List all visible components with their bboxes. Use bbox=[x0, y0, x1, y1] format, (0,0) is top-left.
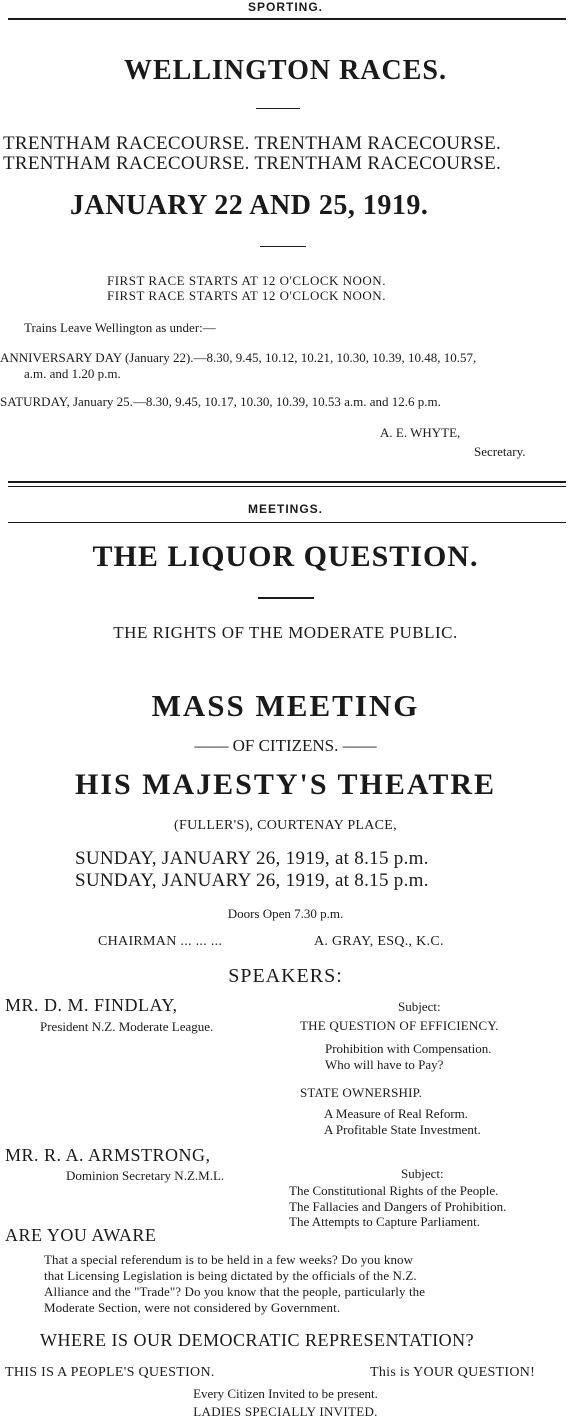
speaker2-topic-line: The Attempts to Capture Parliament. bbox=[289, 1214, 480, 1229]
speaker1-subject-label: Subject: bbox=[398, 999, 441, 1014]
divider bbox=[8, 522, 566, 523]
chairman-label: CHAIRMAN ... ... ... bbox=[98, 934, 223, 949]
speaker1-topic1-line: Who will have to Pay? bbox=[325, 1057, 444, 1072]
meeting-subtitle: THE RIGHTS OF THE MODERATE PUBLIC. bbox=[113, 623, 458, 642]
citizen-invite: Every Citizen Invited to be present. bbox=[193, 1386, 378, 1401]
first-race-line: FIRST RACE STARTS AT 12 O'CLOCK NOON. bbox=[107, 288, 386, 303]
meetings-section-label: MEETINGS. bbox=[247, 502, 323, 516]
ladies-invite: LADIES SPECIALLY INVITED. bbox=[193, 1404, 378, 1419]
democratic-representation: WHERE IS OUR DEMOCRATIC REPRESENTATION? bbox=[40, 1330, 475, 1350]
doors-open: Doors Open 7.30 p.m. bbox=[227, 906, 344, 921]
divider bbox=[8, 486, 566, 487]
speakers-heading: SPEAKERS: bbox=[228, 965, 343, 987]
anniversary-times-cont: a.m. and 1.20 p.m. bbox=[24, 366, 121, 381]
theatre-name: HIS MAJESTY'S THEATRE bbox=[75, 768, 496, 801]
saturday-times: SATURDAY, January 25.—8.30, 9.45, 10.17, 10.30, 10.39, 10.53 a.m. and 12.6 p.m. bbox=[0, 394, 441, 409]
divider bbox=[256, 108, 300, 109]
divider bbox=[8, 18, 566, 20]
chairman-name: A. GRAY, ESQ., K.C. bbox=[314, 934, 444, 949]
theatre-address: (FULLER'S), COURTENAY PLACE, bbox=[174, 818, 397, 833]
speaker2-topic-line: The Fallacies and Dangers of Prohibition. bbox=[289, 1199, 507, 1214]
speaker2-name: MR. R. A. ARMSTRONG, bbox=[5, 1145, 211, 1165]
speaker1-role: President N.Z. Moderate League. bbox=[40, 1019, 214, 1034]
peoples-question: THIS IS A PEOPLE'S QUESTION. bbox=[5, 1365, 215, 1380]
race-dates: JANUARY 22 AND 25, 1919. bbox=[70, 190, 429, 221]
mass-meeting: MASS MEETING bbox=[151, 688, 420, 723]
aware-line: That a special referendum is to be held in a few weeks? Do you know bbox=[44, 1252, 414, 1267]
signatory-title: Secretary. bbox=[474, 444, 526, 459]
speaker1-topic2-line: A Measure of Real Reform. bbox=[324, 1106, 469, 1121]
anniversary-times: ANNIVERSARY DAY (January 22).—8.30, 9.45, 10.12, 10.21, 10.30, 10.39, 10.48, 10.57, bbox=[0, 350, 477, 365]
divider bbox=[8, 481, 566, 483]
speaker1-topic1-line: Prohibition with Compensation. bbox=[325, 1041, 492, 1056]
meeting-date-line: SUNDAY, JANUARY 26, 1919, at 8.15 p.m. bbox=[75, 848, 429, 869]
speaker1-topic1: THE QUESTION OF EFFICIENCY. bbox=[300, 1018, 499, 1033]
signatory: A. E. WHYTE, bbox=[380, 425, 461, 440]
first-race-line: FIRST RACE STARTS AT 12 O'CLOCK NOON. bbox=[107, 273, 386, 288]
speaker2-topic-line: The Constitutional Rights of the People. bbox=[289, 1183, 499, 1198]
meeting-date-line: SUNDAY, JANUARY 26, 1919, at 8.15 p.m. bbox=[75, 870, 429, 891]
aware-heading: ARE YOU AWARE bbox=[5, 1225, 157, 1245]
sporting-section-label: SPORTING. bbox=[247, 0, 323, 14]
venue-line: TRENTHAM RACECOURSE. TRENTHAM RACECOURSE. bbox=[3, 133, 502, 154]
aware-line: Alliance and the "Trade"? Do you know that the people, particularly the bbox=[44, 1284, 426, 1299]
divider bbox=[258, 597, 314, 599]
your-question: This is YOUR QUESTION! bbox=[370, 1365, 536, 1380]
speaker2-subject-label: Subject: bbox=[401, 1166, 444, 1181]
aware-line: Moderate Section, were not considered by Government. bbox=[44, 1300, 341, 1315]
speaker1-name: MR. D. M. FINDLAY, bbox=[5, 995, 178, 1015]
divider bbox=[260, 246, 306, 247]
venue-line: TRENTHAM RACECOURSE. TRENTHAM RACECOURSE. bbox=[3, 153, 502, 174]
aware-line: that Licensing Legislation is being dictated by the officials of the N.Z. bbox=[44, 1268, 417, 1283]
meeting-title: THE LIQUOR QUESTION. bbox=[92, 540, 479, 573]
trains-intro: Trains Leave Wellington as under:— bbox=[24, 320, 216, 335]
speaker2-role: Dominion Secretary N.Z.M.L. bbox=[66, 1168, 225, 1183]
of-citizens: —— OF CITIZENS. —— bbox=[194, 736, 377, 755]
sporting-title: WELLINGTON RACES. bbox=[123, 55, 447, 86]
speaker1-topic2-line: A Profitable State Investment. bbox=[324, 1122, 481, 1137]
speaker1-topic2: STATE OWNERSHIP. bbox=[300, 1085, 423, 1100]
